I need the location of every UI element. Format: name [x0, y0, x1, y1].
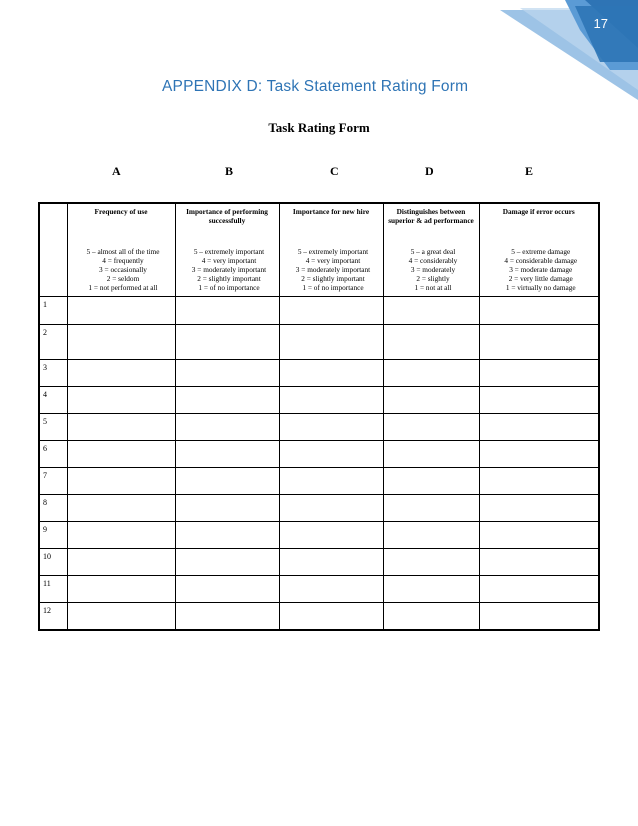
- rating-cell[interactable]: [67, 387, 175, 414]
- table-row: [39, 522, 599, 549]
- row-number: 10: [39, 549, 67, 576]
- rating-cell[interactable]: [479, 387, 599, 414]
- rating-cell[interactable]: [383, 360, 479, 387]
- rating-cell[interactable]: [479, 603, 599, 631]
- rating-cell[interactable]: [279, 576, 383, 603]
- rating-cell[interactable]: [279, 441, 383, 468]
- rating-cell[interactable]: [279, 468, 383, 495]
- rating-cell[interactable]: [279, 297, 383, 325]
- scale-item: 3 = moderately important: [191, 265, 267, 274]
- scale-item: 5 – extreme damage: [511, 247, 571, 256]
- rating-cell[interactable]: [279, 522, 383, 549]
- scale-item: 5 – extremely important: [297, 247, 369, 256]
- scale-item: 2 = slightly important: [197, 274, 261, 283]
- scale-item: 4 = very important: [201, 256, 257, 265]
- appendix-heading: APPENDIX D: Task Statement Rating Form: [162, 78, 469, 95]
- form-title: Task Rating Form: [268, 120, 370, 135]
- table-row: [39, 441, 599, 468]
- rating-cell[interactable]: [383, 297, 479, 325]
- row-number: 9: [39, 522, 67, 549]
- column-letter-a: A: [112, 164, 121, 178]
- column-letter-e: E: [525, 164, 534, 178]
- column-title: Distinguishes between superior & ad performance: [388, 207, 474, 225]
- rating-scale: [480, 239, 599, 292]
- rating-cell[interactable]: [479, 297, 599, 325]
- scale-item: 5 – extremely important: [193, 247, 265, 256]
- scale-item: 5 – almost all of the time: [86, 247, 160, 256]
- rating-cell[interactable]: [67, 522, 175, 549]
- scale-item: 4 = considerably: [408, 256, 458, 265]
- rating-cell[interactable]: [175, 441, 279, 468]
- rating-cell[interactable]: [175, 325, 279, 360]
- scale-item: 1 = of no importance: [198, 283, 260, 292]
- rating-cell[interactable]: [479, 325, 599, 360]
- row-number: 8: [39, 495, 67, 522]
- column-header-new-hire: [279, 203, 383, 297]
- rating-cell[interactable]: [67, 603, 175, 631]
- table-row: [39, 576, 599, 603]
- column-letter-c: C: [330, 164, 339, 178]
- rating-cell[interactable]: [175, 297, 279, 325]
- table-row: [39, 360, 599, 387]
- rating-scale: [280, 239, 383, 292]
- scale-item: 2 = seldom: [106, 274, 140, 283]
- row-number: 6: [39, 441, 67, 468]
- rating-cell[interactable]: [279, 325, 383, 360]
- scale-item: 1 = not at all: [414, 283, 452, 292]
- table-row: [39, 468, 599, 495]
- table-row: [39, 414, 599, 441]
- rating-cell[interactable]: [67, 441, 175, 468]
- scale-item: 2 = very little damage: [508, 274, 573, 283]
- row-number: 7: [39, 468, 67, 495]
- column-header-distinguishes: [383, 203, 479, 297]
- rating-scale: [68, 239, 175, 292]
- scale-item: 3 = moderately: [410, 265, 456, 274]
- scale-item: 4 = considerable damage: [504, 256, 578, 265]
- rating-cell[interactable]: [67, 414, 175, 441]
- rating-cell[interactable]: [175, 387, 279, 414]
- page-number: 17: [593, 16, 608, 31]
- task-rating-table: [38, 202, 600, 631]
- rating-cell[interactable]: [279, 414, 383, 441]
- table-row: [39, 603, 599, 631]
- column-header-frequency: [67, 203, 175, 297]
- rating-cell[interactable]: [479, 495, 599, 522]
- rating-cell[interactable]: [67, 325, 175, 360]
- rating-cell[interactable]: [175, 468, 279, 495]
- rating-cell[interactable]: [67, 360, 175, 387]
- rating-cell[interactable]: [383, 414, 479, 441]
- rating-cell[interactable]: [383, 441, 479, 468]
- row-number: 12: [39, 603, 67, 631]
- rating-cell[interactable]: [479, 468, 599, 495]
- rating-cell[interactable]: [67, 549, 175, 576]
- rating-cell[interactable]: [175, 522, 279, 549]
- table-row: [39, 495, 599, 522]
- rating-cell[interactable]: [479, 414, 599, 441]
- scale-item: 4 = very important: [305, 256, 361, 265]
- rating-cell[interactable]: [175, 414, 279, 441]
- column-title: Importance of performing successfully: [186, 207, 268, 225]
- row-number: 5: [39, 414, 67, 441]
- rating-cell[interactable]: [175, 549, 279, 576]
- rating-cell[interactable]: [383, 325, 479, 360]
- scale-item: 3 = moderate damage: [509, 265, 573, 274]
- row-number: 11: [39, 576, 67, 603]
- scale-item: 1 = virtually no damage: [505, 283, 576, 292]
- rating-cell[interactable]: [279, 360, 383, 387]
- row-number: 2: [39, 325, 67, 360]
- rating-cell[interactable]: [383, 549, 479, 576]
- scale-item: 5 – a great deal: [410, 247, 456, 256]
- column-header-importance: [175, 203, 279, 297]
- row-number: 1: [39, 297, 67, 325]
- rating-cell[interactable]: [175, 576, 279, 603]
- table-row: [39, 387, 599, 414]
- rating-cell[interactable]: [67, 576, 175, 603]
- column-header-damage: [479, 203, 599, 297]
- rating-cell[interactable]: [383, 495, 479, 522]
- rating-cell[interactable]: [279, 495, 383, 522]
- rating-cell[interactable]: [175, 495, 279, 522]
- scale-item: 3 = occasionally: [99, 265, 147, 274]
- row-number: 3: [39, 360, 67, 387]
- rating-cell[interactable]: [175, 360, 279, 387]
- table-row: [39, 297, 599, 325]
- rating-cell[interactable]: [175, 603, 279, 631]
- rating-cell[interactable]: [479, 549, 599, 576]
- rating-cell[interactable]: [383, 603, 479, 631]
- rating-cell[interactable]: [67, 297, 175, 325]
- rating-cell[interactable]: [383, 387, 479, 414]
- rating-cell[interactable]: [479, 441, 599, 468]
- table-header-row: [39, 203, 599, 297]
- scale-item: 1 = of no importance: [302, 283, 364, 292]
- rating-cell[interactable]: [67, 495, 175, 522]
- scale-item: 2 = slightly important: [301, 274, 365, 283]
- rating-cell[interactable]: [279, 549, 383, 576]
- column-letter-d: D: [425, 164, 434, 178]
- rating-cell[interactable]: [479, 576, 599, 603]
- scale-item: 4 = frequently: [102, 256, 144, 265]
- table-row: [39, 325, 599, 360]
- column-title: Frequency of use: [94, 207, 148, 216]
- rating-scale: [176, 239, 279, 292]
- scale-item: 2 = slightly: [416, 274, 450, 283]
- rating-cell[interactable]: [479, 522, 599, 549]
- column-title: Importance for new hire: [292, 207, 370, 216]
- rating-cell[interactable]: [383, 576, 479, 603]
- column-title: Damage if error occurs: [502, 207, 575, 216]
- table-row: [39, 549, 599, 576]
- rating-cell[interactable]: [383, 468, 479, 495]
- scale-item: 3 = moderately important: [295, 265, 371, 274]
- rating-cell[interactable]: [279, 387, 383, 414]
- rating-cell[interactable]: [279, 603, 383, 631]
- row-number: 4: [39, 387, 67, 414]
- row-number-header: [39, 203, 67, 297]
- column-letter-b: B: [225, 164, 234, 178]
- scale-item: 1 = not performed at all: [88, 283, 158, 292]
- rating-cell[interactable]: [479, 360, 599, 387]
- rating-scale: [384, 239, 479, 292]
- rating-cell[interactable]: [67, 468, 175, 495]
- rating-cell[interactable]: [383, 522, 479, 549]
- column-letters: [0, 164, 638, 180]
